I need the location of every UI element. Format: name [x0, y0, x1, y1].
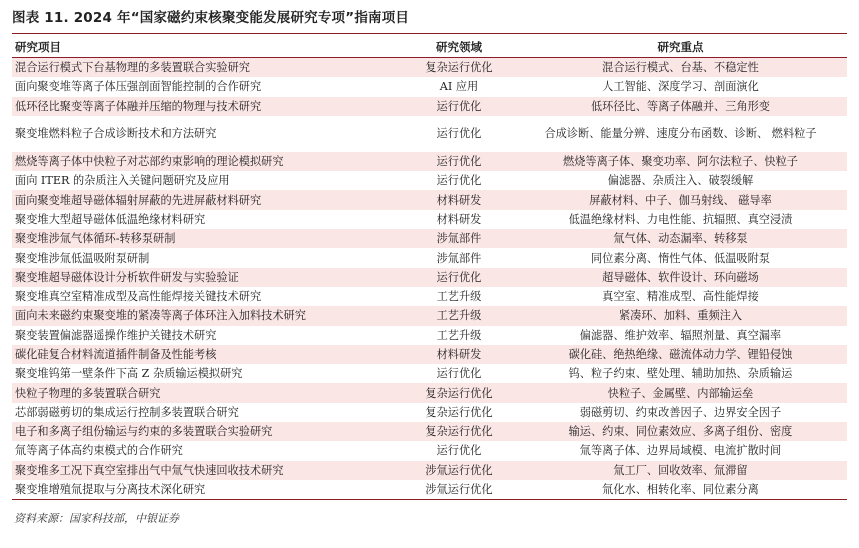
table-row [12, 287, 847, 306]
source-note: 资料来源：国家科技部，中银证券 [14, 512, 179, 525]
cell-project: 芯部弱磁剪切的集成运行控制多装置联合研究 [15, 405, 239, 419]
cell-project: 聚变堆真空室精准成型及高性能焊接关键技术研究 [15, 290, 262, 304]
cell-field: 工艺升级 [436, 290, 482, 304]
cell-focus: 偏滤器、维护效率、辐照剂量、真空漏率 [579, 328, 782, 342]
figure-title: 图表 11. 2024 年“国家磁约束核聚变能发展研究专项”指南项目 [12, 10, 410, 26]
cell-field: 复杂运行优化 [404, 383, 514, 402]
cell-project: 聚变装置偏滤器遥操作维护关键技术研究 [15, 328, 217, 342]
header-field: 研究领域 [404, 37, 514, 58]
cell-project: 氚等离子体高约束模式的合作研究 [15, 444, 183, 458]
cell-project: 碳化硅复合材料流道插件制备及性能考核 [12, 345, 404, 364]
cell-field: 涉氚运行优化 [404, 480, 514, 500]
table-row [12, 326, 847, 345]
table-row [12, 383, 847, 402]
table-row [12, 422, 847, 441]
table-row [12, 248, 847, 267]
cell-field: 涉氚运行优化 [404, 461, 514, 480]
table-row [12, 97, 847, 116]
cell-focus: 真空室、精准成型、高性能焊接 [602, 290, 759, 304]
table-row [12, 345, 847, 364]
cell-field: 运行优化 [436, 367, 482, 381]
table-row [12, 58, 847, 78]
cell-project: 电子和多离子组份输运与约束的多装置联合实验研究 [12, 422, 404, 441]
cell-focus: 低温绝缘材料、力电性能、抗辐照、真空浸渍 [568, 212, 793, 226]
table-row [12, 441, 847, 460]
cell-field: 复杂运行优化 [404, 58, 514, 78]
cell-field: 运行优化 [436, 174, 482, 188]
cell-field: 运行优化 [436, 126, 482, 140]
cell-project: 燃烧等离子体中快粒子对芯部约束影响的理论模拟研究 [12, 152, 404, 171]
cell-project: 面向未来磁约束聚变堆的紧凑等离子体环注入加料技术研究 [12, 306, 404, 325]
table-row [12, 364, 847, 383]
cell-project: 聚变堆超导磁体设计分析软件研发与实验验证 [12, 268, 404, 287]
table-row [12, 171, 847, 190]
top-rule [12, 33, 847, 34]
cell-field: 运行优化 [404, 97, 514, 116]
cell-focus: 低环径比、等离子体融并、三角形变 [514, 97, 847, 116]
table-header-row [12, 37, 847, 58]
cell-field: 工艺升级 [404, 306, 514, 325]
cell-field: 涉氚部件 [404, 229, 514, 248]
table-row [12, 480, 847, 500]
cell-focus: 屏蔽材料、中子、伽马射线、 磁导率 [514, 190, 847, 209]
cell-project: 聚变堆钨第一壁条件下高 Z 杂质输运模拟研究 [15, 367, 243, 381]
cell-project: 聚变堆燃料粒子合成诊断技术和方法研究 [15, 126, 217, 140]
cell-focus: 合成诊断、能量分辨、速度分布函数、诊断、 燃料粒子 [544, 126, 817, 140]
cell-project: 面向聚变堆超导磁体辐射屏蔽的先进屏蔽材料研究 [12, 190, 404, 209]
cell-focus: 燃烧等离子体、聚变功率、阿尔法粒子、快粒子 [514, 152, 847, 171]
cell-field: 运行优化 [404, 268, 514, 287]
cell-field: 运行优化 [436, 444, 482, 458]
table-row [12, 268, 847, 287]
cell-project: 聚变堆大型超导磁体低温绝缘材料研究 [15, 212, 206, 226]
cell-project: 面向聚变堆等离子体压强剖面智能控制的合作研究 [15, 80, 262, 94]
cell-field: 运行优化 [404, 152, 514, 171]
cell-field: 材料研发 [404, 190, 514, 209]
table-row [12, 306, 847, 325]
table-row [12, 190, 847, 209]
cell-focus: 输运、约束、同位素效应、多离子组份、密度 [514, 422, 847, 441]
cell-project: 低环径比聚变等离子体融并压缩的物理与技术研究 [12, 97, 404, 116]
cell-project: 聚变堆涉氚气体循环-转移泵研制 [12, 229, 404, 248]
cell-focus: 人工智能、深度学习、剖面演化 [602, 80, 759, 94]
cell-project: 混合运行模式下台基物理的多装置联合实验研究 [12, 58, 404, 78]
cell-field: 材料研发 [436, 212, 482, 226]
table-row [12, 403, 847, 422]
cell-focus: 弱磁剪切、约束改善因子、边界安全因子 [579, 405, 782, 419]
cell-focus: 快粒子、金属壁、内部输运垒 [514, 383, 847, 402]
table-row [12, 461, 847, 480]
cell-field: AI 应用 [439, 80, 479, 94]
cell-focus: 超导磁体、软件设计、环向磁场 [514, 268, 847, 287]
cell-project: 快粒子物理的多装置联合研究 [12, 383, 404, 402]
cell-focus: 钨、粒子约束、壁处理、辅助加热、杂质输运 [568, 367, 793, 381]
table-row [12, 152, 847, 171]
cell-focus: 氚等离子体、边界局域模、电流扩散时间 [579, 444, 782, 458]
cell-focus: 混合运行模式、台基、不稳定性 [514, 58, 847, 78]
table-row [12, 116, 847, 152]
table-body [12, 58, 847, 500]
cell-field: 工艺升级 [436, 328, 482, 342]
cell-focus: 偏滤器、杂质注入、破裂缓解 [607, 174, 754, 188]
table-row [12, 210, 847, 229]
cell-field: 复杂运行优化 [404, 422, 514, 441]
cell-project: 面向 ITER 的杂质注入关键问题研究及应用 [15, 174, 230, 188]
cell-project: 聚变堆涉氚低温吸附泵研制 [15, 251, 150, 265]
header-project: 研究项目 [12, 37, 404, 58]
cell-focus: 同位素分离、惰性气体、低温吸附泵 [590, 251, 770, 265]
table-row [12, 77, 847, 96]
cell-focus: 碳化硅、绝热绝缘、磁流体动力学、锂铅侵蚀 [514, 345, 847, 364]
cell-project: 聚变堆增殖氚提取与分离技术深化研究 [12, 480, 404, 500]
cell-focus: 紧凑环、加料、重频注入 [514, 306, 847, 325]
cell-focus: 氚工厂、回收效率、氚滞留 [514, 461, 847, 480]
cell-field: 涉氚部件 [436, 251, 482, 265]
cell-focus: 氚气体、动态漏率、转移泵 [514, 229, 847, 248]
projects-table [12, 37, 847, 500]
header-focus: 研究重点 [514, 37, 847, 58]
cell-field: 复杂运行优化 [425, 405, 493, 419]
table-row [12, 229, 847, 248]
cell-field: 材料研发 [404, 345, 514, 364]
cell-focus: 氚化水、相转化率、同位素分离 [514, 480, 847, 500]
cell-project: 聚变堆多工况下真空室排出气中氚气快速回收技术研究 [12, 461, 404, 480]
